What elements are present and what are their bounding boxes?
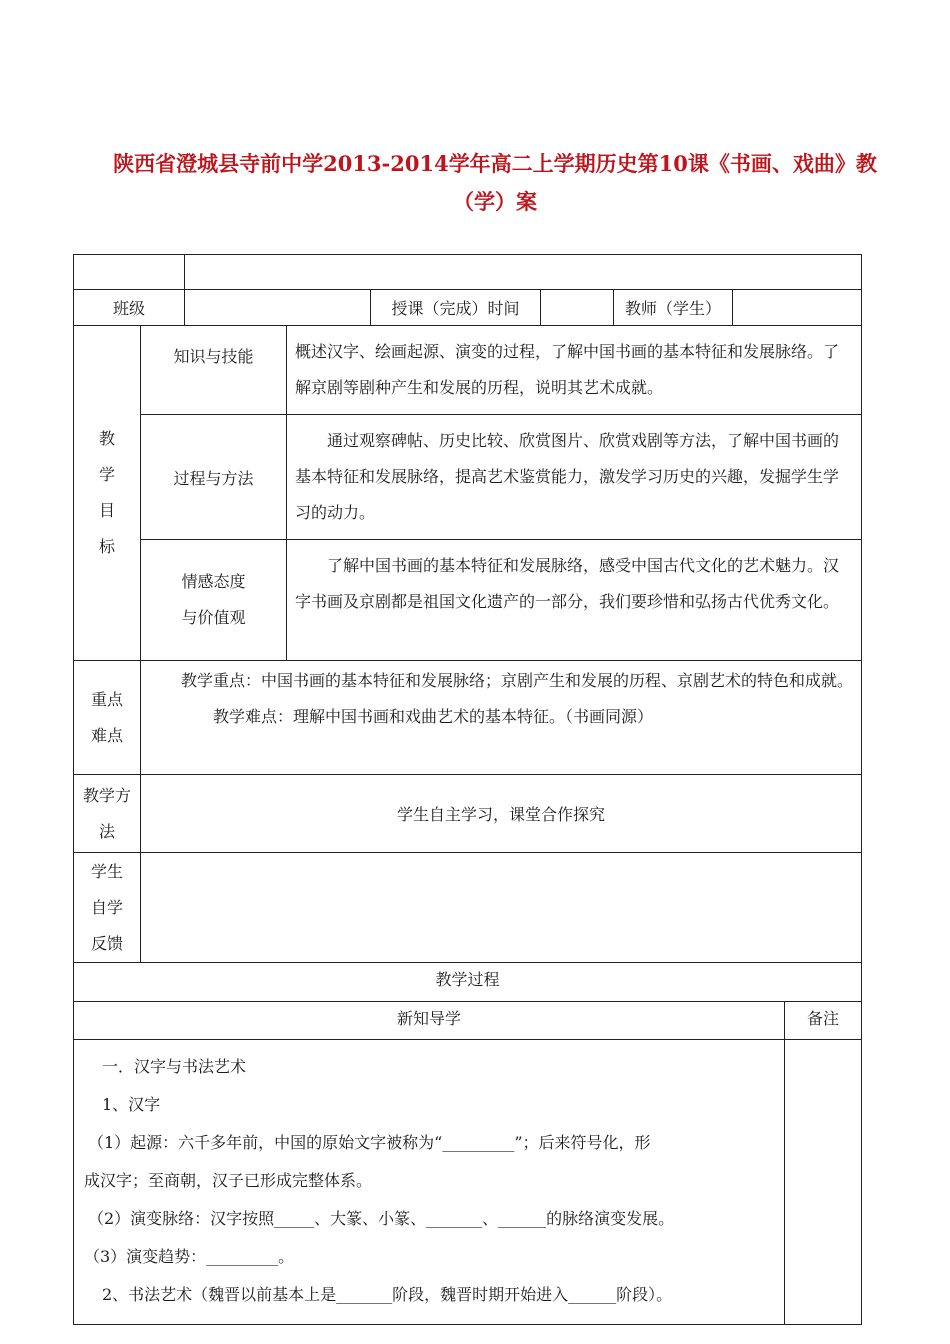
goals-label: 教 学 目 标	[74, 326, 141, 661]
guide-content	[74, 1040, 785, 1325]
goal-name-attitude: 情感态度 与价值观	[141, 540, 287, 661]
guide-line: 一．汉字与书法艺术	[102, 1057, 247, 1076]
blank-cell	[185, 255, 862, 290]
guide-line: （2）演变脉络：汉字按照_____、大篆、小篆、_______、______的脉络演变发展。	[88, 1209, 675, 1228]
teacher-value[interactable]	[733, 290, 862, 326]
method-text: 学生自主学习，课堂合作探究	[141, 775, 862, 853]
guide-line: （1）起源：六千多年前，中国的原始文字被称为“_________”；后来符号化，形	[88, 1133, 651, 1152]
guide-line: （3）演变趋势：_________。	[84, 1247, 295, 1266]
blank-cell	[74, 255, 185, 290]
feedback-content[interactable]	[141, 853, 862, 963]
goal-name-process: 过程与方法	[141, 415, 287, 540]
feedback-label: 学生 自学 反馈	[74, 853, 141, 963]
process-title: 教学过程	[74, 963, 862, 1002]
teacher-label: 教师（学生）	[614, 290, 733, 326]
goal-text-attitude: 了解中国书画的基本特征和发展脉络，感受中国古代文化的艺术魅力。汉字书画及京剧都是祖国文化遗产的一部分，我们要珍惜和弘扬古代优秀文化。	[287, 540, 862, 661]
goal-text-knowledge: 概述汉字、绘画起源、演变的过程，了解中国书画的基本特征和发展脉络。了解京剧等剧种产生和发展的历程，说明其艺术成就。	[287, 326, 862, 415]
time-label: 授课（完成）时间	[371, 290, 541, 326]
guide-line: 成汉字；至商朝，汉子已形成完整体系。	[84, 1171, 373, 1190]
title-line-2: （学）案	[453, 189, 537, 214]
notes-label: 备注	[785, 1002, 862, 1040]
time-value[interactable]	[541, 290, 614, 326]
guide-label: 新知导学	[74, 1002, 785, 1040]
goal-text-process: 通过观察碑帖、历史比较、欣赏图片、欣赏戏剧等方法，了解中国书画的基本特征和发展脉络，提高艺术鉴赏能力，激发学习历史的兴趣，发掘学生学习的动力。	[287, 415, 862, 540]
guide-line: 1、汉字	[102, 1095, 161, 1114]
key-points-label: 重点 难点	[74, 661, 141, 775]
class-label: 班级	[74, 290, 185, 326]
class-value[interactable]	[185, 290, 371, 326]
key-points-content	[141, 661, 862, 775]
goal-name-knowledge: 知识与技能	[141, 326, 287, 415]
title-line-1: 陕西省澄城县寺前中学2013-2014学年高二上学期历史第10课《书画、戏曲》教	[113, 151, 877, 176]
difficult-point-text: 教学难点：理解中国书画和戏曲艺术的基本特征。（书画同源）	[213, 707, 654, 726]
notes-content[interactable]	[785, 1040, 862, 1325]
method-label: 教学方 法	[74, 775, 141, 853]
guide-line: 2、书法艺术（魏晋以前基本上是_______阶段，魏晋时期开始进入______阶段）。	[102, 1285, 673, 1304]
lesson-plan-table	[73, 254, 862, 1325]
key-point-text: 教学重点：中国书画的基本特征和发展脉络；京剧产生和发展的历程、京剧艺术的特色和成就。	[181, 671, 854, 690]
